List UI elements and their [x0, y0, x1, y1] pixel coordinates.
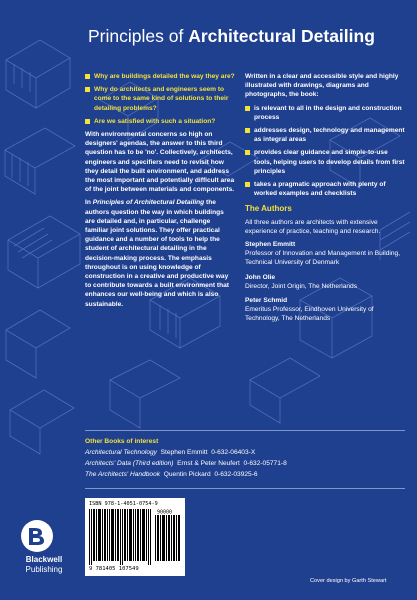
- author-name: John Olie: [245, 273, 276, 281]
- other-book-author: Stephen Emmitt: [160, 449, 208, 456]
- cover-credit: Cover design by Garth Stewart: [310, 578, 387, 584]
- bullet-square-icon: [85, 119, 90, 124]
- author-bio: Emeritus Professor, Eindhoven University of Technology, The Netherlands: [245, 306, 374, 323]
- publisher-line1: Blackwell: [25, 555, 63, 564]
- other-books-heading: Other Books of interest: [85, 438, 159, 445]
- other-book-author: Quentin Pickard: [163, 471, 211, 478]
- bullet-square-icon: [245, 182, 250, 187]
- bullet-square-icon: [245, 150, 250, 155]
- book-title-inline: Principles of Architectural Detailing: [92, 199, 205, 207]
- description-paragraph: [85, 198, 235, 308]
- isbn-label: [89, 501, 158, 507]
- question-text: Why are buildings detailed the way they are?: [94, 73, 235, 80]
- left-text-column: [85, 72, 235, 313]
- bullet-square-icon: [85, 87, 90, 92]
- question-text: Are we satisfied with such a situation?: [94, 117, 216, 125]
- other-book-isbn: 0-632-03925-6: [214, 471, 258, 478]
- blackwell-logo-icon: [20, 519, 54, 553]
- isbn-text: ISBN 978-1-4051-0754-9: [89, 501, 158, 507]
- other-book-item: [85, 469, 405, 480]
- author-entry: [245, 296, 405, 324]
- title-main: Architectural Detailing: [188, 26, 375, 46]
- feature-text: is relevant to all in the design and construction process: [254, 104, 402, 121]
- barcode-addon: 90000: [157, 509, 173, 516]
- publisher-name: [14, 555, 74, 575]
- feature-item: [245, 126, 405, 144]
- para-body: the authors question the way in which buildings are detailed and, in particular, challenge familiar joint solutions. They offer practical guidance and a number of tools to help the student of architectural detailing in the decision-making process. The emphasis throughout is on using knowledge of construction in a creative and productive way to contribute towards a built environment that enhances our well-being and which is also sustainable.: [85, 199, 229, 308]
- author-bio: Director, Joint Origin, The Netherlands: [245, 282, 358, 290]
- divider-top: [85, 430, 405, 431]
- feature-text: takes a pragmatic approach with plenty of worked examples and checklists: [254, 181, 386, 198]
- authors-heading: The Authors: [245, 204, 292, 214]
- feature-item: [245, 104, 405, 122]
- question-item: [85, 85, 235, 113]
- barcode-bars: [89, 509, 181, 565]
- barcode-number: 9 781405 107549: [89, 566, 139, 572]
- other-book-item: [85, 447, 405, 458]
- other-book-title: The Architects' Handbook: [85, 471, 161, 478]
- other-book-isbn: 0-632-06403-X: [211, 449, 256, 456]
- bullet-square-icon: [85, 74, 90, 79]
- other-book-item: [85, 458, 405, 469]
- author-bio: Professor of Innovation and Management in Building, Technical University of Denmark: [245, 250, 401, 267]
- bullet-square-icon: [245, 106, 250, 111]
- feature-text: provides clear guidance and simple-to-use tools, helping users to develop details from first principles: [254, 149, 405, 175]
- intro-paragraph: With environmental concerns so high on designers' agendas, the answer to this third question has to be 'no'. Collectively, architects, engineers and specifiers need to revisit how they detail the built environment, and address the most important and potentially difficult area of the joint between materials and components.: [85, 131, 235, 194]
- right-text-column: [245, 72, 405, 329]
- bullet-square-icon: [245, 128, 250, 133]
- feature-list: [245, 104, 405, 199]
- feature-item: [245, 148, 405, 176]
- question-list: [85, 72, 235, 126]
- other-books-section: [85, 436, 405, 480]
- other-book-isbn: 0-632-05771-8: [243, 460, 287, 467]
- book-title: [88, 26, 408, 47]
- other-book-author: Ernst & Peter Neufert: [177, 460, 240, 467]
- feature-item: [245, 180, 405, 198]
- para-prefix: In: [85, 199, 93, 207]
- title-prefix: Principles of: [88, 26, 189, 46]
- author-entry: [245, 273, 405, 291]
- question-text: Why do architects and engineers seem to come to the same kind of solutions to their detailing problems?: [94, 86, 229, 112]
- author-name: Stephen Emmitt: [245, 241, 296, 249]
- isbn-barcode: [85, 498, 185, 576]
- question-item: [85, 117, 235, 126]
- question-item: [85, 72, 235, 81]
- divider-bottom: [85, 488, 405, 489]
- authors-intro: All three authors are architects with extensive experience of practice, teaching and research.: [245, 218, 381, 235]
- feature-text: addresses design, technology and management as integral areas: [254, 127, 405, 144]
- features-intro: Written in a clear and accessible style and highly illustrated with drawings, diagrams and photographs, the book:: [245, 73, 399, 99]
- publisher-line2: Publishing: [25, 565, 63, 574]
- other-book-title: Architects' Data (Third edition): [85, 460, 174, 467]
- other-book-title: Architectural Technology: [85, 449, 157, 456]
- author-name: Peter Schmid: [245, 297, 288, 305]
- author-entry: [245, 240, 405, 268]
